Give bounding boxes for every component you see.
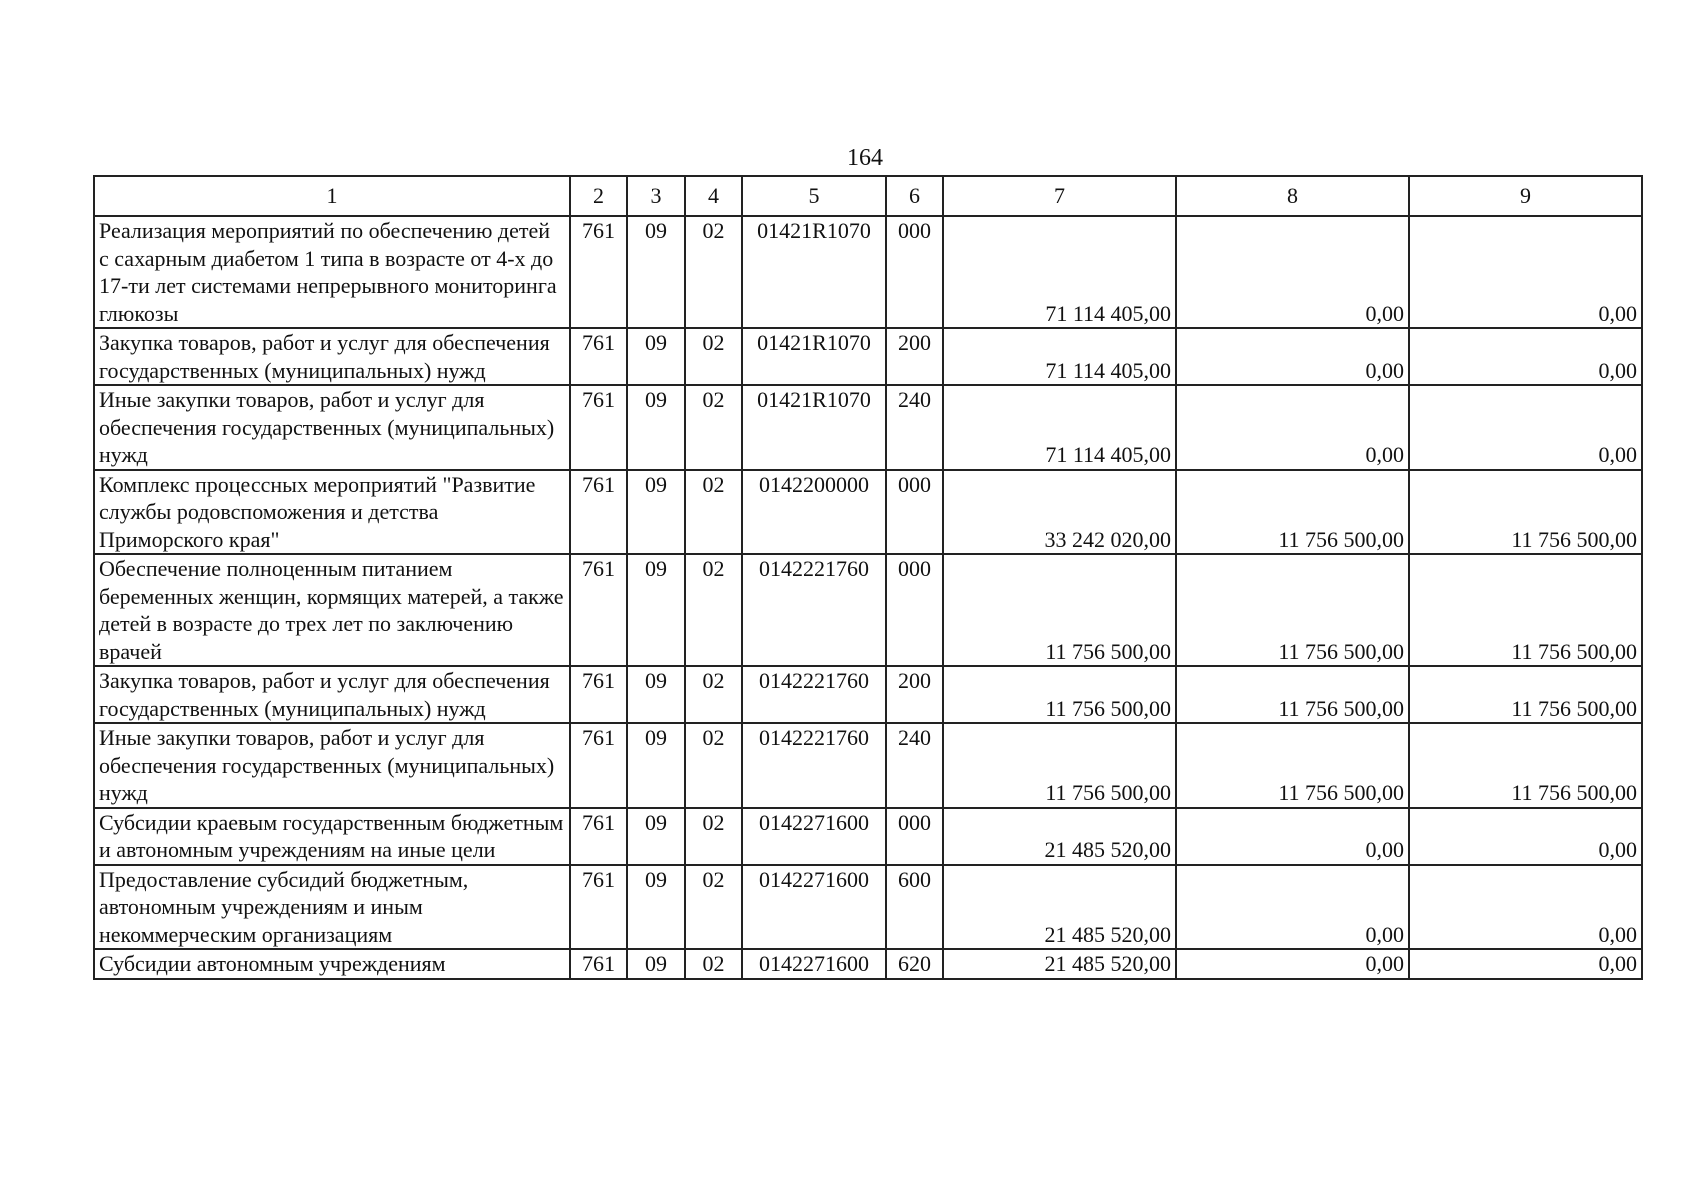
cell-col6: 240 (886, 723, 943, 808)
cell-col6: 240 (886, 385, 943, 470)
cell-col6: 600 (886, 865, 943, 950)
cell-col9: 11 756 500,00 (1409, 723, 1642, 808)
cell-col8: 11 756 500,00 (1176, 666, 1409, 723)
cell-col8: 11 756 500,00 (1176, 723, 1409, 808)
cell-col5: 0142200000 (742, 470, 886, 555)
cell-col2: 761 (570, 949, 627, 979)
cell-col4: 02 (685, 216, 742, 328)
column-header: 4 (685, 176, 742, 216)
cell-col5: 01421R1070 (742, 328, 886, 385)
cell-col9: 11 756 500,00 (1409, 666, 1642, 723)
cell-col8: 11 756 500,00 (1176, 470, 1409, 555)
cell-col7: 33 242 020,00 (943, 470, 1176, 555)
cell-col3: 09 (627, 216, 685, 328)
cell-col9: 0,00 (1409, 808, 1642, 865)
table-row (94, 865, 1642, 950)
cell-col6: 620 (886, 949, 943, 979)
row-name: Субсидии автономным учреждениям (94, 949, 570, 979)
row-name: Закупка товаров, работ и услуг для обеспечения государственных (муниципальных) нужд (94, 666, 570, 723)
cell-col8: 0,00 (1176, 808, 1409, 865)
cell-col3: 09 (627, 470, 685, 555)
cell-col3: 09 (627, 865, 685, 950)
cell-col9: 11 756 500,00 (1409, 554, 1642, 666)
cell-col8: 11 756 500,00 (1176, 554, 1409, 666)
cell-col6: 000 (886, 808, 943, 865)
table-row (94, 216, 1642, 328)
cell-col4: 02 (685, 808, 742, 865)
cell-col3: 09 (627, 385, 685, 470)
table-row (94, 949, 1642, 979)
table-row (94, 328, 1642, 385)
column-header: 3 (627, 176, 685, 216)
cell-col5: 0142221760 (742, 554, 886, 666)
cell-col8: 0,00 (1176, 216, 1409, 328)
cell-col3: 09 (627, 328, 685, 385)
row-name: Реализация мероприятий по обеспечению детей с сахарным диабетом 1 типа в возрасте от 4-х до 17-ти лет системами непрерывного мониторинга глюкозы (94, 216, 570, 328)
table-row (94, 470, 1642, 555)
cell-col8: 0,00 (1176, 385, 1409, 470)
cell-col3: 09 (627, 949, 685, 979)
table-row (94, 808, 1642, 865)
table-row (94, 723, 1642, 808)
cell-col2: 761 (570, 216, 627, 328)
cell-col4: 02 (685, 865, 742, 950)
cell-col2: 761 (570, 666, 627, 723)
cell-col2: 761 (570, 554, 627, 666)
cell-col3: 09 (627, 666, 685, 723)
cell-col6: 000 (886, 554, 943, 666)
cell-col9: 0,00 (1409, 865, 1642, 950)
column-header: 9 (1409, 176, 1642, 216)
cell-col8: 0,00 (1176, 865, 1409, 950)
cell-col7: 11 756 500,00 (943, 554, 1176, 666)
cell-col4: 02 (685, 949, 742, 979)
column-header: 2 (570, 176, 627, 216)
cell-col4: 02 (685, 723, 742, 808)
column-header: 7 (943, 176, 1176, 216)
cell-col5: 0142221760 (742, 666, 886, 723)
cell-col9: 0,00 (1409, 216, 1642, 328)
cell-col5: 01421R1070 (742, 216, 886, 328)
cell-col4: 02 (685, 385, 742, 470)
cell-col7: 71 114 405,00 (943, 385, 1176, 470)
row-name: Иные закупки товаров, работ и услуг для обеспечения государственных (муниципальных) нужд (94, 723, 570, 808)
row-name: Субсидии краевым государственным бюджетным и автономным учреждениям на иные цели (94, 808, 570, 865)
cell-col6: 200 (886, 328, 943, 385)
row-name: Комплекс процессных мероприятий "Развитие службы родовспоможения и детства Приморского края" (94, 470, 570, 555)
table-row (94, 666, 1642, 723)
cell-col2: 761 (570, 865, 627, 950)
cell-col9: 0,00 (1409, 949, 1642, 979)
column-header: 1 (94, 176, 570, 216)
cell-col7: 21 485 520,00 (943, 865, 1176, 950)
cell-col2: 761 (570, 723, 627, 808)
cell-col4: 02 (685, 554, 742, 666)
column-header: 6 (886, 176, 943, 216)
cell-col7: 21 485 520,00 (943, 808, 1176, 865)
cell-col7: 71 114 405,00 (943, 216, 1176, 328)
cell-col6: 000 (886, 216, 943, 328)
cell-col2: 761 (570, 808, 627, 865)
cell-col8: 0,00 (1176, 949, 1409, 979)
cell-col2: 761 (570, 328, 627, 385)
row-name: Закупка товаров, работ и услуг для обеспечения государственных (муниципальных) нужд (94, 328, 570, 385)
column-header: 8 (1176, 176, 1409, 216)
header-row (94, 176, 1642, 216)
cell-col6: 200 (886, 666, 943, 723)
cell-col2: 761 (570, 470, 627, 555)
cell-col4: 02 (685, 470, 742, 555)
cell-col6: 000 (886, 470, 943, 555)
cell-col7: 71 114 405,00 (943, 328, 1176, 385)
cell-col5: 0142271600 (742, 949, 886, 979)
cell-col3: 09 (627, 808, 685, 865)
cell-col7: 11 756 500,00 (943, 723, 1176, 808)
row-name: Обеспечение полноценным питанием беременных женщин, кормящих матерей, а также детей в возрасте до трех лет по заключению врачей (94, 554, 570, 666)
cell-col7: 11 756 500,00 (943, 666, 1176, 723)
cell-col9: 0,00 (1409, 328, 1642, 385)
cell-col2: 761 (570, 385, 627, 470)
cell-col9: 11 756 500,00 (1409, 470, 1642, 555)
table-row (94, 385, 1642, 470)
row-name: Иные закупки товаров, работ и услуг для обеспечения государственных (муниципальных) нужд (94, 385, 570, 470)
cell-col5: 0142271600 (742, 808, 886, 865)
cell-col4: 02 (685, 328, 742, 385)
cell-col4: 02 (685, 666, 742, 723)
cell-col7: 21 485 520,00 (943, 949, 1176, 979)
page-number: 164 (847, 145, 883, 171)
cell-col5: 0142271600 (742, 865, 886, 950)
cell-col3: 09 (627, 723, 685, 808)
row-name: Предоставление субсидий бюджетным, автономным учреждениям и иным некоммерческим организациям (94, 865, 570, 950)
cell-col5: 0142221760 (742, 723, 886, 808)
cell-col5: 01421R1070 (742, 385, 886, 470)
table-row (94, 554, 1642, 666)
cell-col3: 09 (627, 554, 685, 666)
budget-table (93, 175, 1643, 980)
cell-col8: 0,00 (1176, 328, 1409, 385)
cell-col9: 0,00 (1409, 385, 1642, 470)
column-header: 5 (742, 176, 886, 216)
